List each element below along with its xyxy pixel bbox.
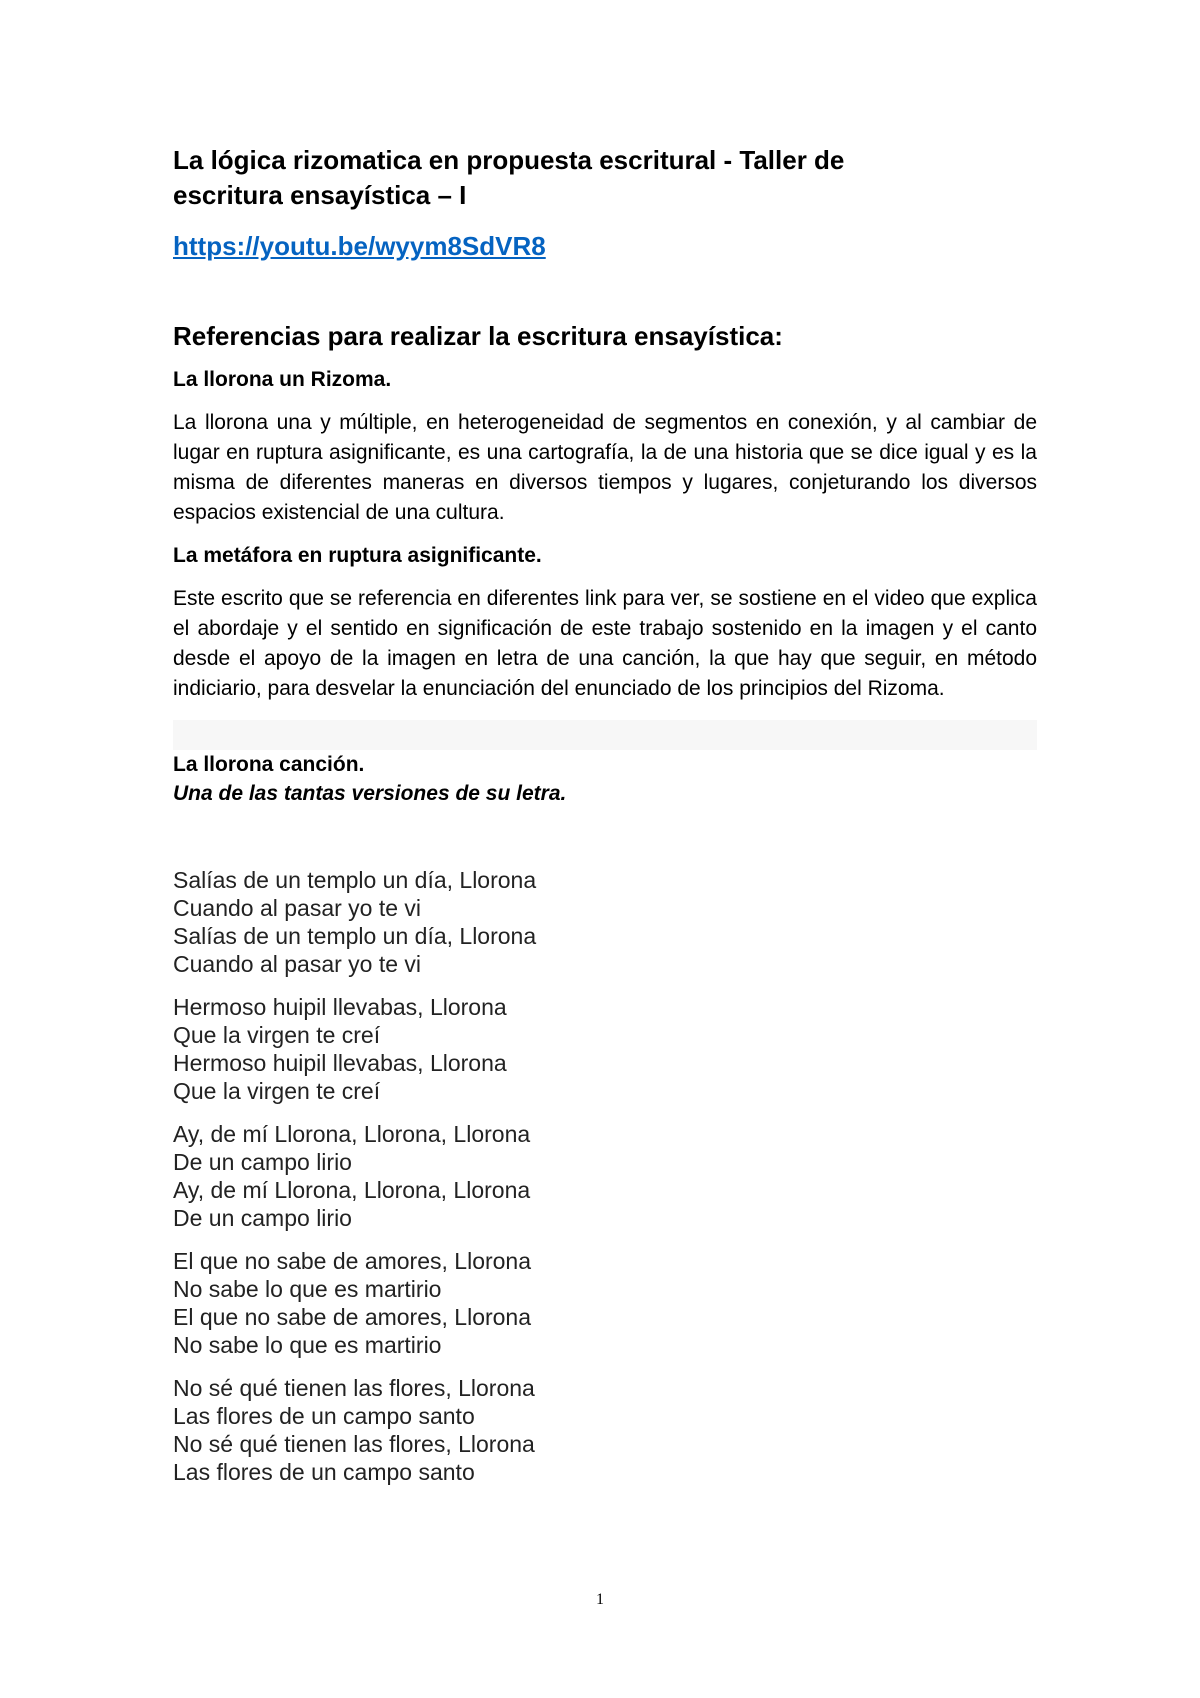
- stanza: [173, 1247, 1037, 1359]
- stanza: [173, 1120, 1037, 1232]
- shaded-separator: [173, 720, 1037, 750]
- lyric-line: El que no sabe de amores, Llorona: [173, 1248, 532, 1274]
- lyric-line: Las flores de un campo santo: [173, 1403, 475, 1429]
- lyric-line: El que no sabe de amores, Llorona: [173, 1304, 532, 1330]
- lyric-line: No sé qué tienen las flores, Llorona: [173, 1375, 535, 1401]
- stanza: [173, 993, 1037, 1105]
- lyric-line: Que la virgen te creí: [173, 1022, 381, 1048]
- lyric-line: Ay, de mí Llorona, Llorona, Llorona: [173, 1121, 531, 1147]
- lyric-line: No sabe lo que es martirio: [173, 1276, 442, 1302]
- section-1-paragraph: La llorona una y múltiple, en heterogeneidad de segmentos en conexión, y al cambiar de lugar en ruptura asignificante, es una cartografía, la de una historia que se dice igual y es la misma de diferentes maneras en diversos tiempos y lugares, conjeturando los diversos espacios existencial de una cultura.: [173, 411, 1037, 524]
- lyric-line: De un campo lirio: [173, 1149, 352, 1175]
- lyric-line: Hermoso huipil llevabas, Llorona: [173, 1050, 507, 1076]
- lyric-line: No sabe lo que es martirio: [173, 1332, 442, 1358]
- lyric-line: Salías de un templo un día, Llorona: [173, 923, 537, 949]
- song-title: La llorona canción.: [173, 753, 365, 776]
- stanza: [173, 1374, 1037, 1486]
- song-subtitle: Una de las tantas versiones de su letra.: [173, 782, 567, 805]
- title-line-1: La lógica rizomatica en propuesta escritural - Taller de: [173, 145, 845, 175]
- lyric-line: No sé qué tienen las flores, Llorona: [173, 1431, 535, 1457]
- lyric-line: Que la virgen te creí: [173, 1078, 381, 1104]
- lyric-line: Hermoso huipil llevabas, Llorona: [173, 994, 507, 1020]
- youtube-link[interactable]: https://youtu.be/wyym8SdVR8: [173, 231, 546, 261]
- stanza: [173, 866, 1037, 978]
- lyric-line: Salías de un templo un día, Llorona: [173, 867, 537, 893]
- references-heading: Referencias para realizar la escritura ensayística:: [173, 321, 783, 351]
- lyric-line: Cuando al pasar yo te vi: [173, 895, 422, 921]
- section-2-heading: La metáfora en ruptura asignificante.: [173, 544, 542, 567]
- section-1-heading: La llorona un Rizoma.: [173, 368, 392, 391]
- lyric-line: De un campo lirio: [173, 1205, 352, 1231]
- section-2-paragraph: Este escrito que se referencia en diferentes link para ver, se sostiene en el video que explica el abordaje y el sentido en significación de este trabajo sostenido en la imagen y el canto desde el apoyo de la imagen en letra de una canción, la que hay que seguir, en método indiciario, para desvelar la enunciación del enunciado de los principios del Rizoma.: [173, 587, 1037, 700]
- lyric-line: Las flores de un campo santo: [173, 1459, 475, 1485]
- page-content: [173, 143, 1037, 1501]
- song-header: [173, 750, 1037, 808]
- lyric-line: Cuando al pasar yo te vi: [173, 951, 422, 977]
- title-line-2: escritura ensayística – I: [173, 180, 467, 210]
- page-number: 1: [596, 1591, 604, 1608]
- lyric-line: Ay, de mí Llorona, Llorona, Llorona: [173, 1177, 531, 1203]
- song-lyrics: [173, 866, 1037, 1486]
- document-title: [173, 143, 1037, 213]
